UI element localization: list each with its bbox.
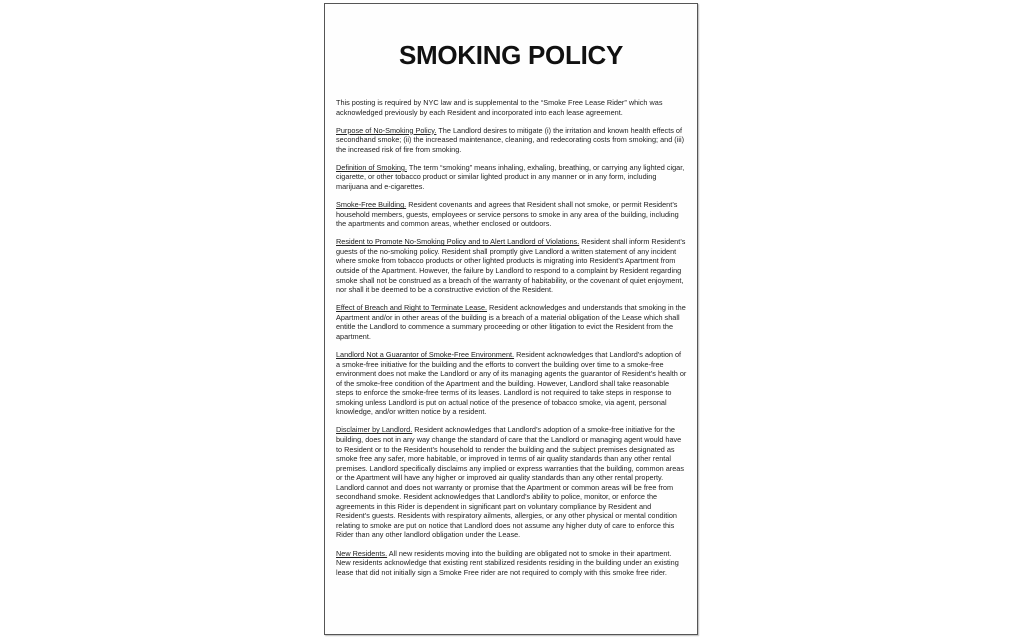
section-heading: Resident to Promote No-Smoking Policy and to Alert Landlord of Violations. [336, 237, 580, 247]
section-heading: New Residents. [336, 548, 388, 558]
section-definition [336, 163, 687, 192]
section-text: The term “smoking” means inhaling, exhaling, breathing, or carrying any lighted cigar, cigarette, or other tobacco product or similar lighted product in any manner or in any form, including marijuana and e-cigarettes. [336, 162, 685, 192]
section-heading: Effect of Breach and Right to Terminate Lease. [336, 303, 488, 313]
section-text: Resident covenants and agrees that Resident shall not smoke, or permit Resident’s household members, guests, employees or service persons to smoke in any area of the building, including the apartments and common areas, whether enclosed or outdoors. [336, 200, 679, 229]
section-text: All new residents moving into the building are obligated not to smoke in their apartment. New residents acknowledge that existing rent stabilized residents residing in the building under an existing lease that did not initially sign a Smoke Free rider are not required to comply with this smoke free rider. [336, 548, 679, 577]
section-text: Resident shall inform Resident’s guests of the no-smoking policy. Resident shall promptly give Landlord a written statement of any incident where smoke from tobacco products or other lighted products is migrating into Resident’s Apartment from outside of the Apartment. However, the failure by Landlord to respond to a complaint by Resident regarding smoke shall not be construed as a breach of the warranty of habitability, or the covenant of quiet enjoyment, nor shall it be deemed to be a constructive eviction of the Resident. [336, 237, 686, 295]
section-heading: Disclaimer by Landlord. [336, 425, 413, 435]
section-text: Resident acknowledges that Landlord’s adoption of a smoke-free initiative for the building, does not in any way change the standard of care that the Landlord or managing agent would have to Resident or to the Resident’s household to render the building and the subject premises designated as smoke free any safer, more habitable, or improved in terms of air quality standards than any other rental premises. Landlord specifically disclaims any implied or express warranties that the building, common areas or the Apartment will have any higher or improved air quality standards than any other rental property. Landlord cannot and does not warranty or promise that the Apartment or common areas will be free from secondhand smoke. Resident acknowledges that Landlord’s ability to police, monitor, or enforce the agreements in this Rider is dependent in significant part on voluntary compliance by Resident and Resident’s guests. Residents with respiratory ailments, allergies, or any other physical or mental condition relating to smoke are put on notice that Landlord does not assume any higher duty of care to enforce this Rider than any other landlord obligation under the Lease. [336, 425, 684, 540]
section-heading: Definition of Smoking. [336, 162, 407, 172]
section-smoke-free-building [336, 200, 687, 229]
document-page [324, 3, 698, 635]
section-purpose [336, 126, 687, 155]
section-disclaimer [336, 425, 687, 540]
document-body [336, 98, 687, 586]
section-text: The Landlord desires to mitigate (i) the irritation and known health effects of secondhand smoke; (ii) the increased maintenance, cleaning, and redecorating costs from smoking; and (iii) the increased risk of fire from smoking. [336, 125, 684, 154]
section-resident-promote [336, 237, 687, 294]
section-heading: Purpose of No-Smoking Policy. [336, 125, 437, 135]
section-text: Resident acknowledges and understands that smoking in the Apartment and/or in other areas of the building is a breach of a material obligation of the Lease which shall entitle the Landlord to commence a summary proceeding or other litigation to evict the Resident from the apartment. [336, 303, 686, 341]
section-heading: Smoke-Free Building. [336, 200, 407, 210]
section-not-guarantor [336, 350, 687, 417]
intro-paragraph: This posting is required by NYC law and is supplemental to the “Smoke Free Lease Rider” which was acknowledged previously by each Resident and incorporated into each lease agreement. [336, 98, 663, 117]
section-effect-of-breach [336, 303, 687, 341]
section-heading: Landlord Not a Guarantor of Smoke-Free Environment. [336, 350, 515, 360]
section-new-residents [336, 549, 687, 578]
page-title: SMOKING POLICY [398, 40, 624, 70]
section-text: Resident acknowledges that Landlord’s adoption of a smoke-free initiative for the building and the efforts to convert the building over time to a smoke-free environment does not make the Landlord or any of its managing agents the guarantor of Resident’s health or of the smoke-free condition of the Apartment and the building. However, Landlord shall take reasonable steps to enforce the smoke-free terms of its leases. Landlord is not required to take steps in response to smoking unless Landlord is put on actual notice of the presence of tobacco smoke, via agent, personal knowledge, and/or written notice by a resident. [336, 350, 687, 417]
